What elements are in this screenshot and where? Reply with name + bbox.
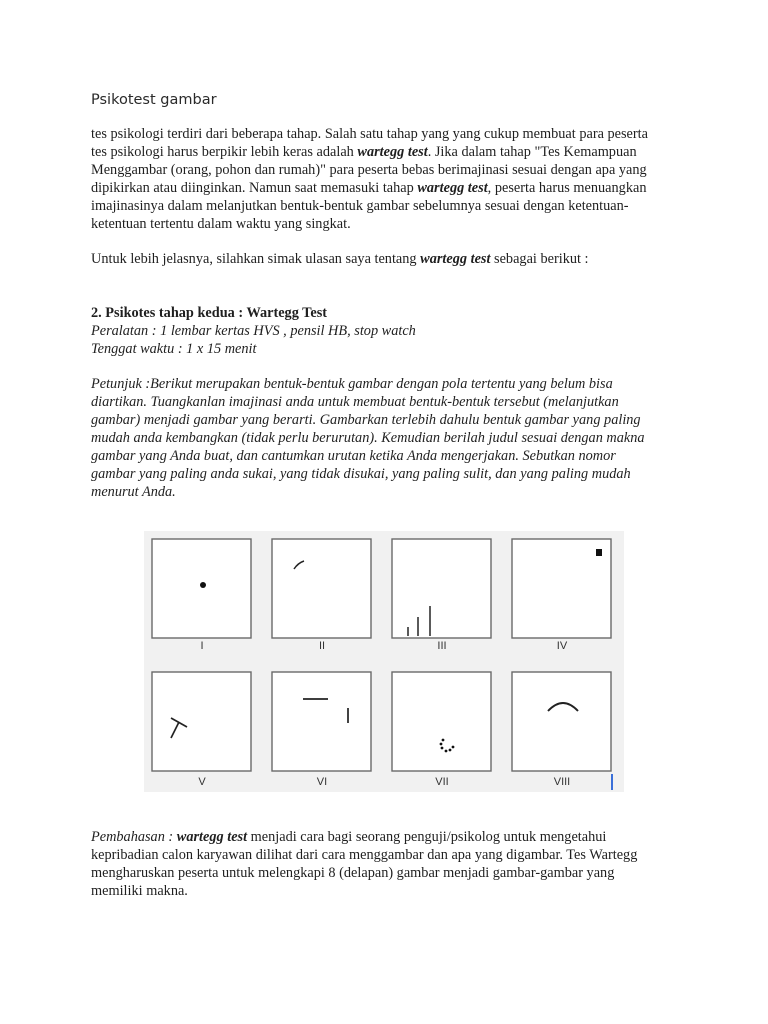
box-5 bbox=[152, 672, 251, 771]
instruction-line: diartikan. Tuangkanlan imajinasi anda untuk membuat bentuk-bentuk tersebut (melanjutkan bbox=[91, 394, 619, 410]
intro-paragraph bbox=[91, 125, 691, 233]
intro-line: tes psikologi terdiri dari beberapa tahap. Salah satu tahap yang yang cukup membuat para peserta bbox=[91, 126, 648, 142]
intro-line: ketentuan tertentu dalam waktu yang singkat. bbox=[91, 216, 351, 232]
instruction-line: gambar yang paling anda sukai, yang tidak disukai, yang paling sulit, dan yang paling mudah bbox=[91, 466, 631, 482]
wartegg-grid bbox=[144, 531, 624, 792]
instruction-line: menurut Anda. bbox=[91, 484, 176, 500]
figure-label: VIII bbox=[553, 776, 571, 788]
figure-label: III bbox=[437, 640, 447, 652]
page-title: Psikotest gambar bbox=[91, 92, 217, 108]
wartegg-test-term: wartegg test bbox=[417, 180, 488, 196]
more-text: sebagai berikut : bbox=[490, 251, 589, 267]
discussion-line: kepribadian calon karyawan dilihat dari cara menggambar dan apa yang digambar. Tes Wartegg bbox=[91, 847, 638, 863]
instruction-line: gambar) menjadi gambar yang berarti. Gambarkan terlebih dahulu bentuk gambar yang paling bbox=[91, 412, 641, 428]
discussion-line: mengharuskan peserta untuk melengkapi 8 (delapan) gambar menjadi gambar-gambar yang bbox=[91, 865, 615, 881]
discussion-line bbox=[91, 828, 691, 846]
figure-label: IV bbox=[556, 640, 568, 652]
time-limit-line: Tenggat waktu : 1 x 15 menit bbox=[91, 341, 257, 357]
equipment-line: Peralatan : 1 lembar kertas HVS , pensil HB, stop watch bbox=[91, 323, 416, 339]
more-paragraph bbox=[91, 250, 691, 268]
intro-line bbox=[91, 179, 691, 197]
more-line bbox=[91, 250, 691, 268]
box-1 bbox=[152, 539, 251, 638]
intro-text: dipikirkan atau diinginkan. Namun saat memasuki tahap bbox=[91, 180, 418, 196]
discussion-paragraph bbox=[91, 828, 691, 900]
figure-label: VII bbox=[435, 776, 449, 788]
intro-line: imajinasinya dalam melanjutkan bentuk-bentuk gambar sebelumnya sesuai dengan ketentuan- bbox=[91, 198, 629, 214]
intro-text: . Jika dalam tahap "Tes Kemampuan bbox=[427, 144, 637, 160]
box-8 bbox=[512, 672, 611, 771]
more-text: Untuk lebih jelasnya, silahkan simak ulasan saya tentang bbox=[91, 251, 421, 267]
intro-line bbox=[91, 143, 691, 161]
box-7 bbox=[392, 672, 491, 771]
box-6 bbox=[272, 672, 371, 771]
wartegg-test-term: wartegg test bbox=[176, 829, 248, 845]
figure-label: II bbox=[318, 640, 326, 652]
instructions-paragraph bbox=[91, 375, 691, 501]
instruction-line: Petunjuk :Berikut merupakan bentuk-bentuk gambar dengan pola tertentu yang belum bisa bbox=[91, 376, 613, 392]
wartegg-test-term: wartegg test bbox=[357, 144, 428, 160]
wartegg-test-term: wartegg test bbox=[420, 251, 491, 267]
instruction-line: mudah anda kembangkan (tidak perlu berurutan). Kemudian berilah judul sesuai dengan makna bbox=[91, 430, 645, 446]
box-2 bbox=[272, 539, 371, 638]
dot-shape bbox=[200, 582, 206, 588]
figure-label: VI bbox=[316, 776, 328, 788]
square-shape bbox=[596, 549, 602, 556]
section-heading: 2. Psikotes tahap kedua : Wartegg Test bbox=[91, 305, 328, 321]
intro-text: , peserta harus menuangkan bbox=[487, 180, 647, 196]
section-block bbox=[91, 304, 691, 358]
wartegg-figure bbox=[144, 531, 624, 792]
intro-line: Menggambar (orang, pohon dan rumah)" para peserta bebas berimajinasi sesuai dengan apa yang bbox=[91, 162, 647, 178]
figure-label: V bbox=[198, 776, 206, 788]
discussion-line: memiliki makna. bbox=[91, 883, 188, 899]
figure-label: I bbox=[200, 640, 204, 652]
intro-text: tes psikologi harus berpikir lebih keras adalah bbox=[91, 144, 358, 160]
discussion-text: menjadi cara bagi seorang penguji/psikolog untuk mengetahui bbox=[247, 829, 607, 845]
box-3 bbox=[392, 539, 491, 638]
discussion-label: Pembahasan : bbox=[91, 829, 177, 845]
instruction-line: gambar yang Anda buat, dan cantumkan urutan ketika Anda mengerjakan. Sebutkan nomor bbox=[91, 448, 616, 464]
